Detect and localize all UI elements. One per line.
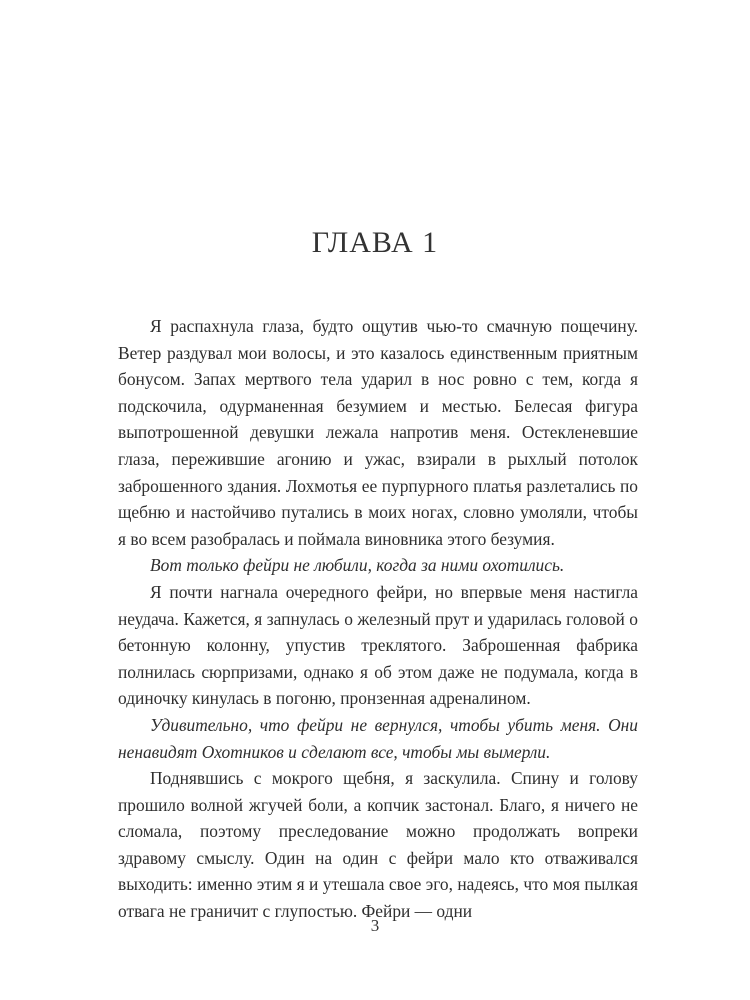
paragraph-italic: Вот только фейри не любили, когда за ними охотились. bbox=[150, 555, 565, 576]
paragraph: Поднявшись с мокрого щебня, я заскулила. Спину и голову прошило волной жгучей боли, а копчик застонал. Благо, я ничего не сломала, поэтому преследование можно продолжать вопреки здравому смыслу. Один на один с фейри мало кто отваживался выходить: именно этим я и утешала свое эго, надеясь, что моя пылкая отвага не граничит с глупостью. Фейри — одни bbox=[118, 768, 638, 922]
chapter-body bbox=[118, 313, 638, 925]
chapter-title: ГЛАВА 1 bbox=[311, 226, 439, 259]
paragraph-italic: Удивительно, что фейри не вернулся, чтобы убить меня. Они ненавидят Охотников и сделают все, чтобы мы вымерли. bbox=[118, 714, 638, 762]
paragraph: Я почти нагнала очередного фейри, но впервые меня настигла неудача. Кажется, я запнулась о железный прут и ударилась головой о бетонную колонну, упустив треклятого. Заброшенная фабрика полнилась сюрпризами, однако я об этом даже не подумала, когда в одиночку кинулась в погоню, пронзенная адреналином. bbox=[118, 581, 638, 709]
paragraph: Я распахнула глаза, будто ощутив чью-то смачную пощечину. Ветер раздувал мои волосы, и это казалось единственным приятным бонусом. Запах мертвого тела ударил в нос ровно с тем, когда я подскочила, одурманенная безумием и местью. Белесая фигура выпотрошенной девушки лежала напротив меня. Остекленевшие глаза, пережившие агонию и ужас, взирали в рыхлый потолок заброшенного здания. Лохмотья ее пурпурного платья разлетались по щебню и настойчиво путались в моих ногах, словно умоляли, чтобы я во всем разобралась и поймала виновника этого безумия. bbox=[118, 316, 638, 549]
page-number: 3 bbox=[370, 916, 380, 935]
